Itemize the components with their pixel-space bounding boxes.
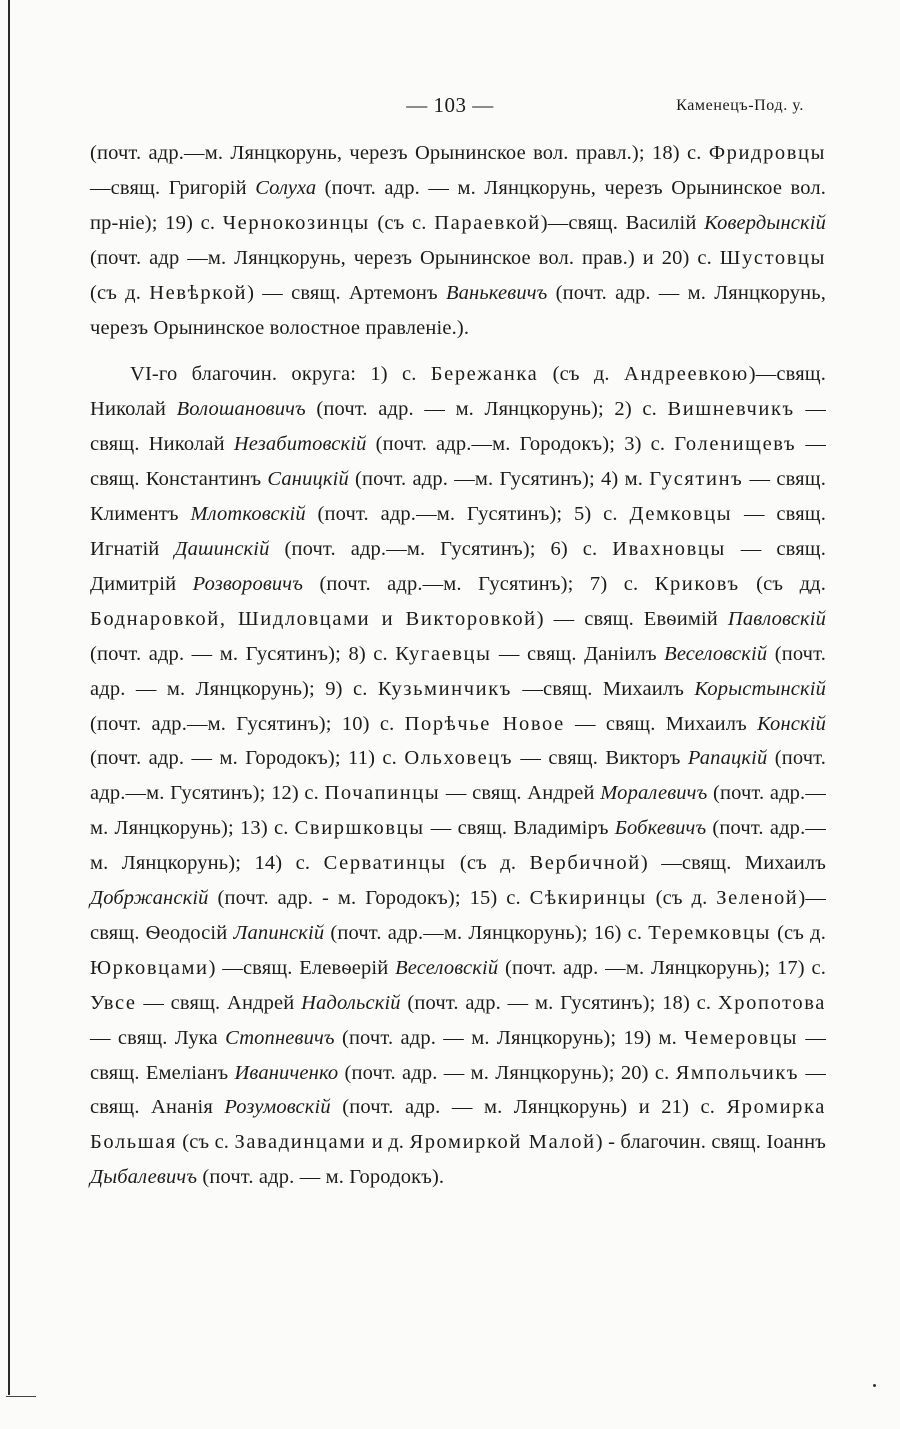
text-run: (съ с. xyxy=(369,211,435,234)
text-run: (почт. адр. —м. Гусятинъ); 4) м. xyxy=(348,468,650,491)
place-name: Кузьминчикъ xyxy=(377,677,512,700)
surname: Иваниченко xyxy=(234,1061,339,1084)
text-run: (почт. адр —м. Лянцкорунь, черезъ Орынинское вол. прав.) и 20) с. xyxy=(90,246,720,269)
text-run: (почт. адр. —м. Лянцкорунь); 17) с. xyxy=(498,956,826,979)
text-run: — свящ. Даніилъ xyxy=(491,642,665,665)
text-run: — свящ. Викторъ xyxy=(513,747,688,770)
text-run: (почт. адр. - м. Городокъ); 15) с. xyxy=(208,887,530,910)
text-run: — свящ. Климентъ xyxy=(90,468,826,526)
paragraph xyxy=(90,136,826,345)
place-name: Яромиркой Малой xyxy=(409,1131,596,1154)
surname: Лапинскій xyxy=(233,921,325,944)
text-run: — свящ. Андрей xyxy=(440,782,601,805)
text-run: (съ д. xyxy=(646,887,717,910)
surname: Стопневичъ xyxy=(225,1026,335,1049)
place-name: Свиршковцы xyxy=(294,817,425,840)
page-number: — 103 — xyxy=(406,93,494,117)
text-run: VI-го благочин. округа: 1) с. xyxy=(130,363,431,386)
text-run: (почт. адр.—м. Гусятинъ); 6) с. xyxy=(269,537,613,560)
place-name: Гусятинъ xyxy=(649,468,744,491)
place-name: Боднаровкой, Шидловцами и Викторовкой xyxy=(90,607,537,630)
place-name: Зеленой xyxy=(716,887,799,910)
text-run: — свящ. Емеліанъ xyxy=(90,1026,826,1084)
surname: Веселовскій xyxy=(395,956,499,979)
text-run: —свящ. Михаилъ xyxy=(512,677,695,700)
text-run: (почт. адр. — м. Лянцкорунь); 20) с. xyxy=(338,1061,676,1084)
text-run: (почт. адр.—м. Лянцкорунь, черезъ Орынинское вол. правл.); 18) с. xyxy=(90,142,709,164)
place-name: Андреевкою xyxy=(623,363,749,386)
place-name: Яромирка Большая xyxy=(90,1096,826,1154)
running-head: Каменецъ-Под. у. xyxy=(676,97,804,114)
surname: Корыстынскій xyxy=(694,677,827,700)
surname: Незабитовскій xyxy=(233,433,367,456)
text-run: (почт. адр. — м. Лянцкорунь); 2) с. xyxy=(305,398,668,421)
text-run: (почт. адр. — м. Городокъ); 11) с. xyxy=(90,747,405,770)
surname: Рапацкій xyxy=(687,747,768,770)
text-run: —свящ. Григорій xyxy=(90,176,256,199)
text-run: — свящ. Лука xyxy=(90,1026,226,1049)
text-run: ) — свящ. Евѳимій xyxy=(536,607,728,630)
text-run: (съ с. xyxy=(176,1131,235,1154)
surname: Дыбалевичъ xyxy=(90,1166,198,1189)
surname: Солуха xyxy=(255,176,317,199)
text-run: (почт. адр.—м. Лянцкорунь); 14) с. xyxy=(90,817,826,875)
text-run: — свящ. Ананія xyxy=(90,1061,826,1119)
text-run: ) —свящ. Михаилъ xyxy=(640,852,826,875)
surname: Павловскій xyxy=(727,607,827,630)
place-name: Параевкой xyxy=(434,211,541,234)
place-name: Почапинцы xyxy=(324,782,441,805)
text-run: — свящ. Михаилъ xyxy=(564,712,758,735)
scan-speck xyxy=(873,1384,876,1387)
text-run: )—свящ. Ѳеодосій xyxy=(90,887,827,944)
place-name: Увсе xyxy=(90,991,137,1014)
place-name: Серватинцы xyxy=(323,852,447,875)
place-name: Ольховецъ xyxy=(404,747,514,770)
place-name: Порѣчье Новое xyxy=(404,712,565,735)
text-run: (почт. адр.—м. Гусятинъ); 5) с. xyxy=(305,503,630,526)
text-run: (почт. адр. — м. Лянцкорунь, черезъ Орынинское вол. пр-ніе); 19) с. xyxy=(90,176,827,234)
text-run: (почт. адр. — м. Гусятинъ); 8) с. xyxy=(90,642,396,665)
text-run: (почт. адр.—м. Городокъ); 3) с. xyxy=(366,433,675,456)
surname: Ковердынскій xyxy=(704,211,827,234)
text-run: — свящ. Константинъ xyxy=(90,433,826,491)
place-name: Криковъ xyxy=(654,572,740,595)
place-name: Чемеровцы xyxy=(684,1026,799,1049)
text-run: (почт. адр. — м. Лянцкорунь); 19) м. xyxy=(334,1026,685,1049)
surname: Дашинскій xyxy=(174,537,270,560)
text-run: (съ д. xyxy=(90,281,150,304)
text-run: — свящ. Андрей xyxy=(136,991,302,1014)
text-run: (почт. адр.—м. Гусятинъ); 12) с. xyxy=(90,747,826,805)
place-name: Завадинцами xyxy=(234,1131,367,1154)
surname: Млотковскій xyxy=(190,503,306,526)
place-name: Кугаевцы xyxy=(395,642,492,665)
text-run: (съ д. xyxy=(446,852,530,875)
place-name: Голенищевъ xyxy=(674,433,797,456)
text-run: (почт. адр.—м. Лянцкорунь); 16) с. xyxy=(324,921,649,944)
text-run: — свящ. Владиміръ xyxy=(424,817,615,840)
surname: Бобкевичъ xyxy=(614,817,707,840)
surname: Добржанскій xyxy=(90,887,209,910)
text-run: (почт. адр. — м. Лянцкорунь) и 21) с. xyxy=(330,1096,727,1119)
text-run: (почт. адр.—м. Гусятинъ); 10) с. xyxy=(90,712,405,735)
text-run: — свящ. Николай xyxy=(90,398,826,456)
surname: Конскій xyxy=(757,712,827,735)
text-run: — свящ. Димитрій xyxy=(90,537,826,595)
text-run: )—свящ. Василій xyxy=(540,211,705,234)
place-name: Юрковцами xyxy=(90,956,209,979)
text-run: (почт. адр.— м. Лянцкорунь); 13) с. xyxy=(90,782,826,840)
text-run: и д. xyxy=(366,1131,410,1154)
text-run: (почт. адр. — м. Лянцкорунь, черезъ Орынинское волостное правленіе.). xyxy=(90,281,826,339)
text-run: ) — свящ. Артемонъ xyxy=(247,281,446,304)
surname: Розворовичъ xyxy=(192,572,304,595)
place-name: Сѣкиринцы xyxy=(529,887,647,910)
text-run: (почт. адр.—м. Гусятинъ); 7) с. xyxy=(303,572,655,595)
surname: Саницкій xyxy=(267,468,349,491)
text-run: (почт. адр. — м. Лянцкорунь); 9) с. xyxy=(90,642,826,700)
paragraph xyxy=(90,357,826,1195)
place-name: Чернокозинцы xyxy=(222,211,370,234)
place-name: Вербичной xyxy=(529,852,641,875)
text-run: (почт. адр. — м. Гусятинъ); 18) с. xyxy=(400,991,718,1014)
text-run: (съ д. xyxy=(770,921,826,944)
place-name: Шустовцы xyxy=(719,246,826,269)
text-run: ) - благочин. свящ. Іоаннъ xyxy=(595,1131,826,1154)
place-name: Невѣркой xyxy=(149,281,248,304)
place-name: Ивахновцы xyxy=(612,537,726,560)
surname: Волошановичъ xyxy=(176,398,306,421)
text-run: (почт. адр. — м. Городокъ). xyxy=(197,1166,445,1189)
binding-edge-line xyxy=(8,0,10,1395)
place-name: Демковцы xyxy=(629,503,733,526)
text-run: — свящ. Игнатій xyxy=(90,503,826,560)
surname: Веселовскій xyxy=(664,642,768,665)
surname: Надольскій xyxy=(301,991,401,1014)
text-run: (съ дд. xyxy=(739,572,827,595)
place-name: Бережанка xyxy=(430,363,539,386)
place-name: Теремковцы xyxy=(648,921,771,944)
surname: Моралевичъ xyxy=(600,782,708,805)
surname: Розумовскій xyxy=(224,1096,331,1119)
place-name: Фридровцы xyxy=(708,142,826,164)
text-run: )—свящ. Николай xyxy=(90,363,826,421)
surname: Ванькевичъ xyxy=(445,281,548,304)
place-name: Хропотова xyxy=(717,991,826,1014)
text-run: ) —свящ. Елевѳерій xyxy=(208,956,396,979)
text-run: (съ д. xyxy=(538,363,624,386)
place-name: Вишневчикъ xyxy=(667,398,795,421)
scan-corner-mark xyxy=(6,1378,36,1397)
body-text xyxy=(90,136,826,1195)
place-name: Ямпольчикъ xyxy=(675,1061,800,1084)
